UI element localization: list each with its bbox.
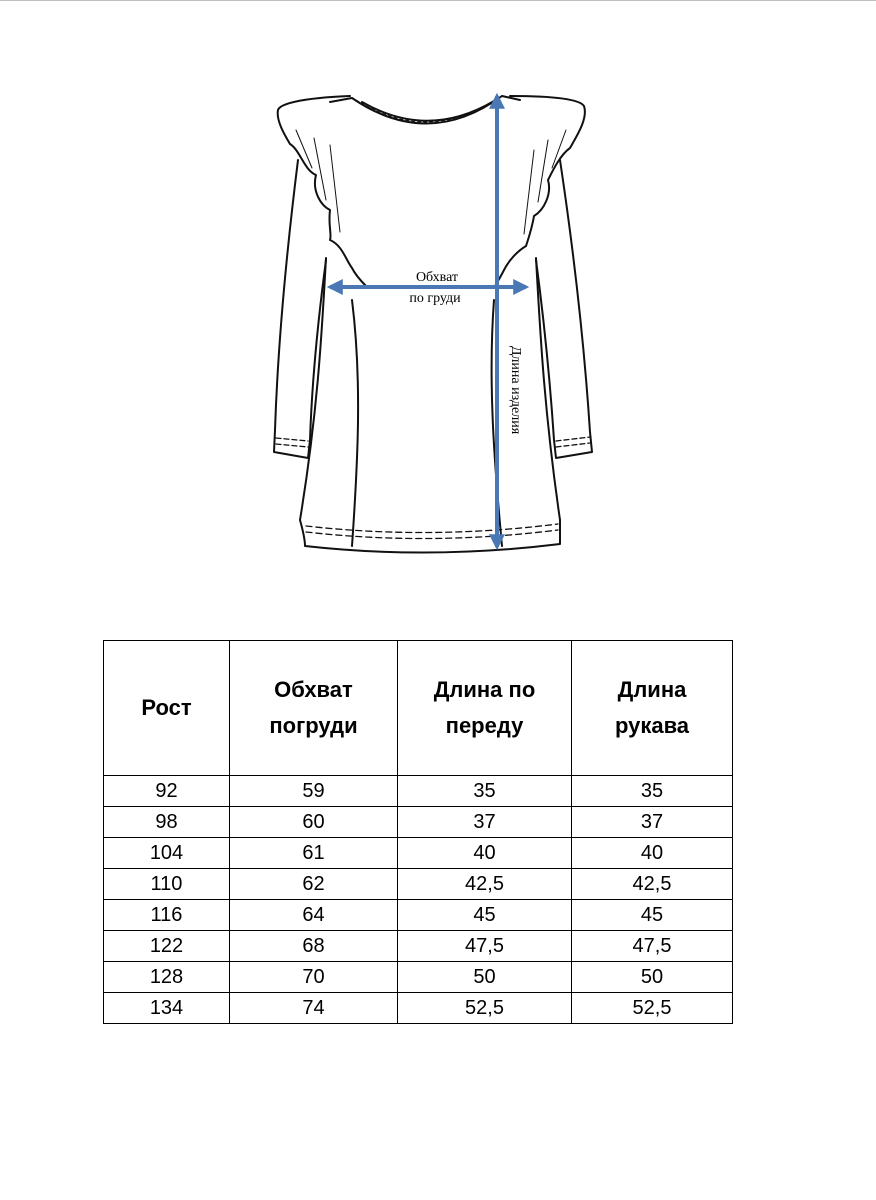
neckline-inner [362,101,494,121]
table-cell: 128 [104,962,230,993]
table-cell: 61 [230,838,398,869]
table-cell: 134 [104,993,230,1024]
table-cell: 92 [104,776,230,807]
body-hem [300,520,560,553]
table-cell: 52,5 [572,993,733,1024]
table-row [104,838,733,869]
length-label: Длина изделия [508,345,523,435]
body-right-side [536,258,560,520]
table-row [104,962,733,993]
table-cell: 104 [104,838,230,869]
table-cell: 47,5 [398,931,572,962]
table-cell: 40 [572,838,733,869]
table-cell: 116 [104,900,230,931]
header-cell-height: Рост [104,641,230,776]
table-row [104,900,733,931]
table-cell: 37 [572,807,733,838]
table-row [104,776,733,807]
table-cell: 47,5 [572,931,733,962]
table-header-row [104,641,733,776]
table-cell: 98 [104,807,230,838]
table-cell: 70 [230,962,398,993]
table-cell: 59 [230,776,398,807]
table-row [104,869,733,900]
table-cell: 74 [230,993,398,1024]
chest-label-line2: по груди [409,291,461,306]
table-cell: 42,5 [398,869,572,900]
table-cell: 68 [230,931,398,962]
header-cell-front-length: Длина по переду [398,641,572,776]
table-cell: 45 [398,900,572,931]
header-cell-sleeve-length: Длина рукава [572,641,733,776]
left-panel-seam [352,300,358,546]
header-cell-chest: Обхват погруди [230,641,398,776]
left-sleeve [274,160,326,458]
table-cell: 52,5 [398,993,572,1024]
table-cell: 37 [398,807,572,838]
table-cell: 50 [572,962,733,993]
size-table [103,640,733,1024]
left-ruffle [278,96,366,286]
table-row [104,931,733,962]
table-cell: 62 [230,869,398,900]
table-cell: 35 [572,776,733,807]
table-row [104,993,733,1024]
table-cell: 45 [572,900,733,931]
table-cell: 64 [230,900,398,931]
table-cell: 110 [104,869,230,900]
table-cell: 40 [398,838,572,869]
table-cell: 42,5 [572,869,733,900]
table-cell: 60 [230,807,398,838]
table-cell: 50 [398,962,572,993]
table-cell: 122 [104,931,230,962]
table-cell: 35 [398,776,572,807]
chest-label-line1: Обхват [415,270,459,285]
table-row [104,807,733,838]
